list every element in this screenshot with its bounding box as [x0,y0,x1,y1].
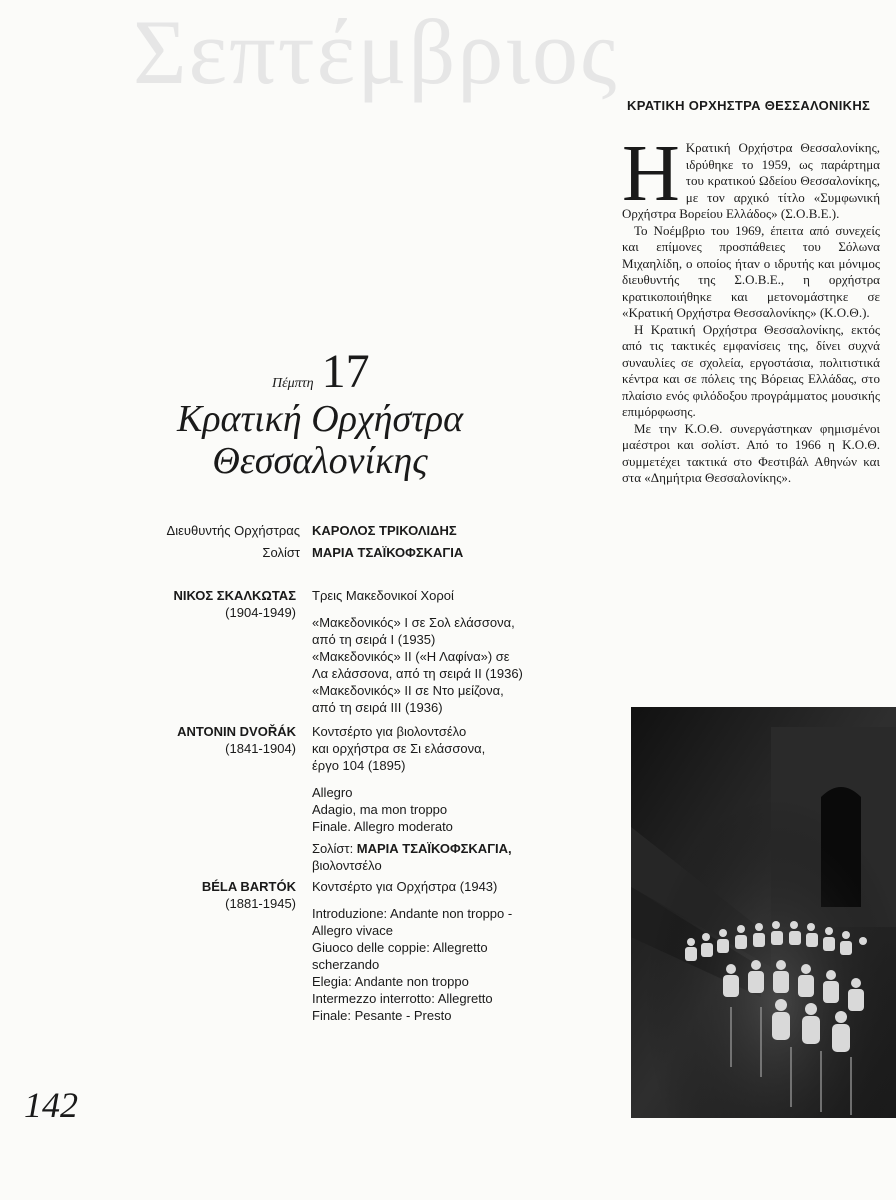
soloist-line [312,840,570,857]
movement: Finale: Pesante - Presto [312,1008,452,1023]
page-number: 142 [24,1085,78,1125]
work-title: Κοντσέρτο για βιολοντσέλο [312,724,467,739]
movement: scherzando [312,957,380,972]
concert-title [150,398,490,482]
history-paragraph: Με την Κ.Ο.Θ. συνεργάστηκαν φημισμένοι μαέστροι και σολίστ. Από το 1966 η Κ.Ο.Θ. συμμετέχει τακτικά στο Φεστιβάλ Αθηνών και στα «Δημήτρια Θεσσαλονίκης». [622,420,880,485]
movement: Adagio, ma mon troppo [312,802,448,817]
soloist-prefix: Σολίστ: [312,841,357,856]
program-work [100,723,570,878]
role-label: Σολίστ [262,545,300,560]
movement: «Μακεδονικός» Ι σε Σολ ελάσσονα, [312,615,515,630]
month-heading: Σεπτέμβριος [133,1,619,103]
work-details [312,878,570,1024]
movement: από τη σειρά ΙΙΙ (1936) [312,700,443,715]
work-title: έργο 104 (1895) [312,758,406,773]
movement: Λα ελάσσονα, από τη σειρά ΙΙ (1936) [312,666,523,681]
movement: Allegro vivace [312,923,393,938]
movement: Finale. Allegro moderato [312,819,453,834]
day-of-week: Πέμπτη [272,376,314,391]
role-row [100,523,600,545]
composer-years: (1841-1904) [225,741,296,756]
work-title: Τρεις Μακεδονικοί Χοροί [312,588,454,603]
work-details [312,723,570,874]
concert-program [100,587,570,1024]
movement: «Μακεδονικός» ΙΙ σε Ντο μείζονα, [312,683,504,698]
program-work [100,878,570,1024]
movement: Elegia: Andante non troppo [312,974,469,989]
work-title: Κοντσέρτο για Ορχήστρα (1943) [312,879,498,894]
orchestra-photo [631,707,896,1118]
soloist-name: ΜΑΡΙΑ ΤΣΑΪΚΟΦΣΚΑΓΙΑ, [356,841,512,856]
composer [96,723,296,757]
soloist-instrument: βιολοντσέλο [312,858,382,873]
orchestra-photo-illustration [631,707,896,1118]
performer-roles [100,523,600,567]
history-paragraph: Η Κρατική Ορχήστρα Θεσσαλονίκης, εκτός από τις τακτικές εμφανίσεις της, δίνει συχνά συναυλίες σε σχολεία, εργοστάσια, πολιτιστικά κέντρα και σε πόλεις της Βόρειας Ελλάδας, στο πλαίσιο ενός φιλόδοξου προγράμματος μουσικής επιμόρφωσης. [622,321,880,419]
composer-name: ΝΙΚΟΣ ΣΚΑΛΚΩΤΑΣ [173,588,296,603]
day-number: 17 [321,345,370,398]
movement: Giuoco delle coppie: Allegretto [312,940,488,955]
work-details [312,587,570,716]
role-name: ΜΑΡΙΑ ΤΣΑΪΚΟΦΣΚΑΓΙΑ [312,545,464,560]
work-title: και ορχήστρα σε Σι ελάσσονα, [312,741,486,756]
composer [96,587,296,621]
movement: Intermezzo interrotto: Allegretto [312,991,493,1006]
history-paragraph: Η Κρατική Ορχήστρα Θεσσαλονίκης, ιδρύθηκε το 1959, ως παράρτημα του κρατικού Ωδείου Θεσσαλονίκης, με τον αρχικό τίτλο «Συμφωνική Ορχήστρα Βορείου Ελλάδος» (Σ.Ο.Β.Ε.). [622,130,880,221]
composer-name: ANTONIN DVOŘÁK [177,724,296,739]
role-label: Διευθυντής Ορχήστρας [166,523,300,538]
composer-years: (1904-1949) [225,605,296,620]
program-work [100,587,570,723]
role-row [100,545,600,567]
sidebar-title: ΚΡΑΤΙΚΗ ΟΡΧΗΣΤΡΑ ΘΕΣΣΑΛΟΝΙΚΗΣ [627,98,871,113]
movement: Introduzione: Andante non troppo - [312,906,513,921]
composer-name: BÉLA BARTÓK [201,879,296,894]
title-line: Κρατική Ορχήστρα [176,398,464,440]
movement: Allegro [312,785,353,800]
role-name: ΚΑΡΟΛΟΣ ΤΡΙΚΟΛΙΔΗΣ [312,523,457,538]
composer [96,878,296,912]
orchestra-history [622,130,880,487]
title-line: Θεσσαλονίκης [212,440,428,482]
history-paragraph: Το Νοέμβριο του 1969, έπειτα από συνεχείς και επίμονες προσπάθειες του Σόλωνα Μιχαηλίδη, ο οποίος ήταν ο ιδρυτής και μόνιμος διευθυντής της Σ.Ο.Β.Ε., η ορχήστρα κρατικοποιήθηκε και μετονομάστηκε σε «Κρατική Ορχήστρα Θεσσαλονίκης» (Κ.Ο.Θ.). [622,222,880,320]
movement: από τη σειρά Ι (1935) [312,632,436,647]
event-date [272,344,370,399]
composer-years: (1881-1945) [225,896,296,911]
movement: «Μακεδονικός» ΙΙ («Η Λαφίνα») σε [312,649,510,664]
drop-cap: Η [622,130,680,218]
